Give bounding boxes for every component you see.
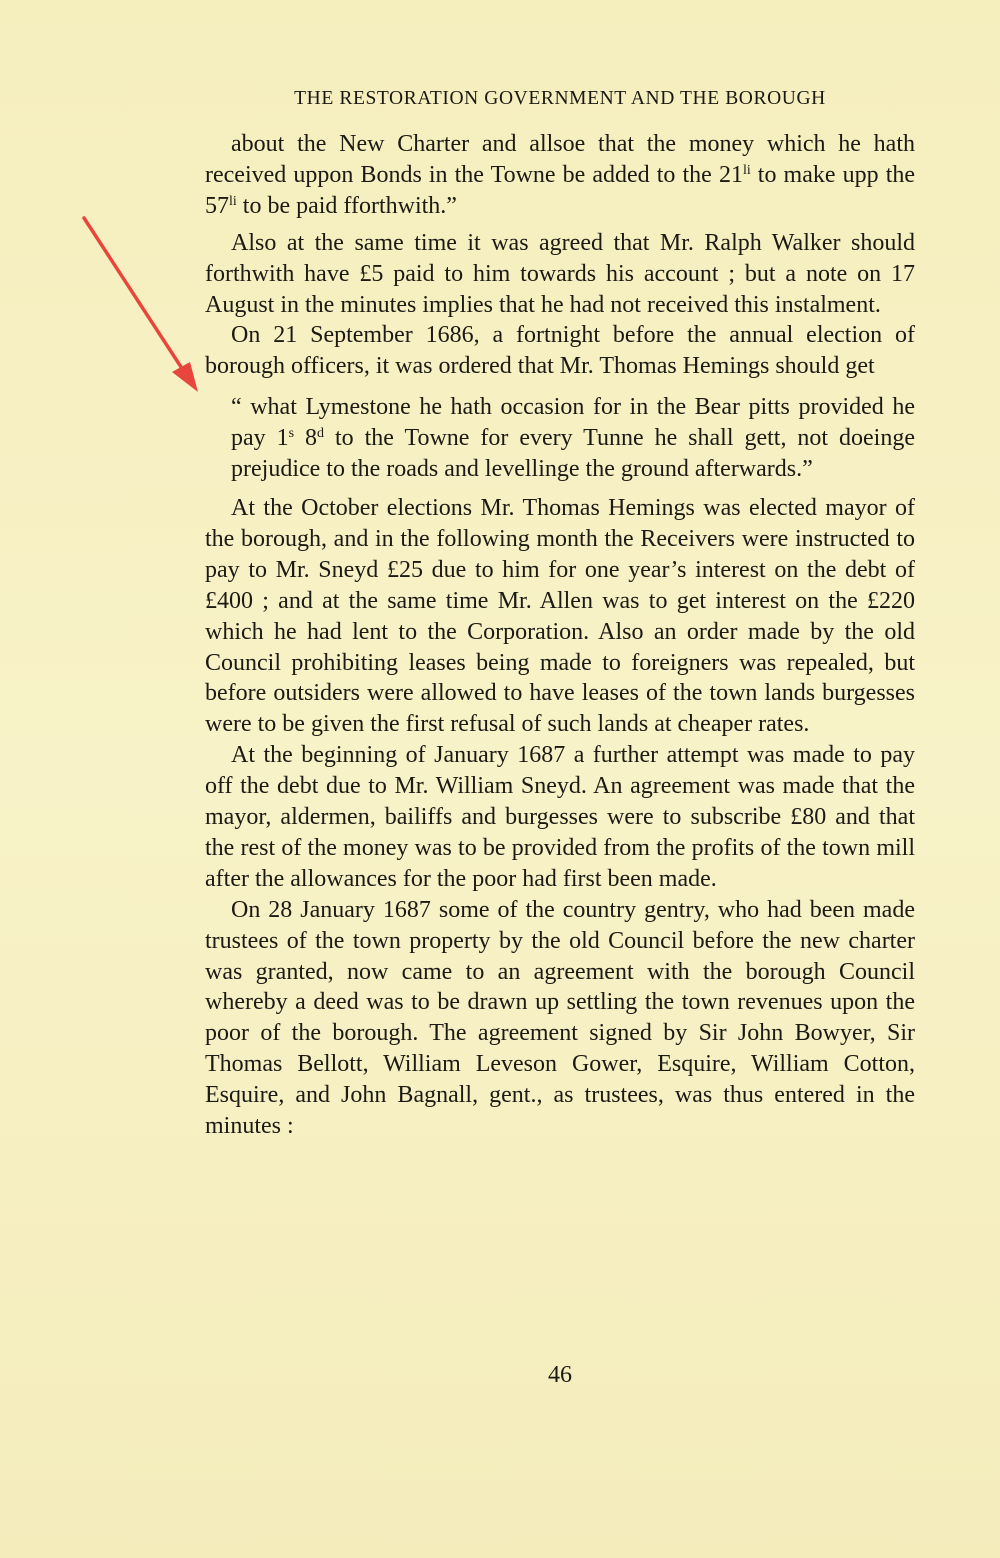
paragraph-text: about the New Charter and allsoe that the money which he hath received uppon Bonds in the Towne be added to the	[205, 131, 915, 188]
arrow-shaft	[84, 218, 183, 370]
paragraph-continuation	[205, 129, 915, 222]
amount-21: 21	[718, 161, 743, 188]
paragraph-walker: Also at the same time it was agreed that Mr. Ralph Walker should forthwith have £5 paid to him towards his account ; but a note on 17 August in the minutes implies that he had not received this instalment.	[205, 229, 915, 318]
page-number: 46	[548, 1362, 572, 1388]
superscript-s: s	[288, 426, 295, 442]
running-head: THE RESTORATION GOVERNMENT AND THE BOROUGH	[294, 88, 826, 109]
block-quote	[231, 392, 915, 485]
superscript-d: d	[317, 426, 325, 442]
paragraph-text: to be paid fforthwith.”	[236, 192, 457, 219]
superscript-li: li	[229, 193, 237, 209]
paragraph-hemings-order: On 21 September 1686, a fortnight before the annual election of borough officers, it was ordered that Mr. Thomas Hemings should get	[205, 322, 915, 380]
arrow-head	[172, 362, 198, 392]
body-text	[205, 129, 915, 1142]
paragraph-trustees-agreement: On 28 January 1687 some of the country gentry, who had been made trustees of the town property by the old Council before the new charter was granted, now came to an agreement with the borough Council whereby a deed was to be drawn up settling the town revenues upon the poor of the borough. The agreement signed by Sir John Bowyer, Sir Thomas Bellott, William Leveson Gower, Esquire, William Cotton, Esquire, and John Bagnall, gent., as trustees, was thus entered in the minutes :	[205, 896, 915, 1140]
superscript-li: li	[742, 162, 751, 178]
quote-text: “ what Lymestone he hath occasion for in the Bear pitts provided he pay 1	[231, 394, 915, 452]
amount-57: 57	[205, 192, 229, 219]
paragraph-october-elections: At the October elections Mr. Thomas Hemings was elected mayor of the borough, and in the following month the Receivers were instructed to pay to Mr. Sneyd £25 due to him for one year’s interest on the debt of £400 ; and at the same time Mr. Allen was to get interest on the £220 which he had lent to the Corporation. Also an order made by the old Council prohibiting leases being made to foreigners was repealed, but before outsiders were allowed to have leases of the town lands burgesses were to be given the first refusal of such lands at cheaper rates.	[205, 494, 915, 738]
quote-text: 8	[294, 425, 318, 452]
paragraph-january-1687: At the beginning of January 1687 a further attempt was made to pay off the debt due to Mr. William Sneyd. An agreement was made that the mayor, aldermen, bailiffs and burgesses were to subscribe £80 and that the rest of the money was to be provided from the profits of the town mill after the allowances for the poor had first been made.	[205, 742, 915, 892]
paragraph-text: to make upp the	[750, 161, 916, 188]
quote-text: to the Towne for every Tunne he shall gett, not doeinge prejudice to the roads and levellinge the ground afterwards.”	[231, 425, 916, 483]
